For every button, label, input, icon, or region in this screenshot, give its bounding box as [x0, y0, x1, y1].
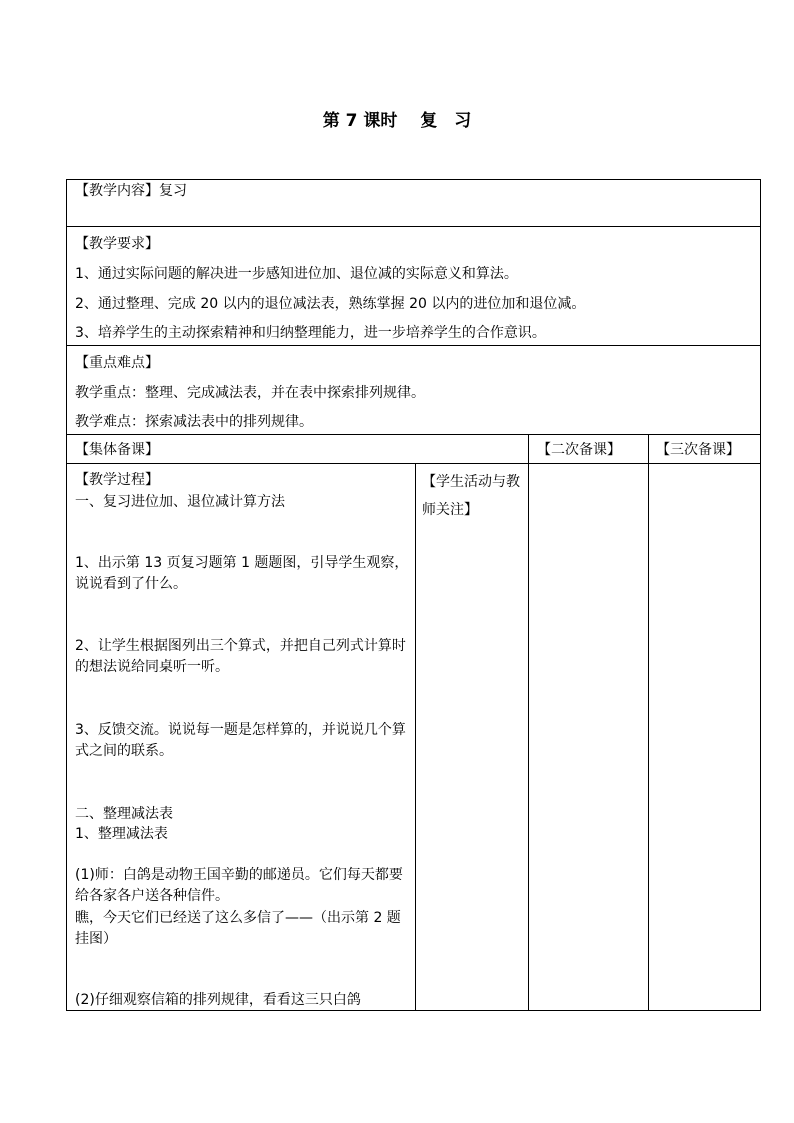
table-border-bottom [66, 1010, 761, 1011]
process-part1-title: 一、复习进位加、退位减计算方法 [75, 494, 285, 510]
requirements-heading: 【教学要求】 [75, 236, 159, 252]
table-divider [66, 226, 761, 227]
teaching-difficulty: 教学难点：探索减法表中的排列规律。 [75, 414, 313, 430]
process-step1: 1、出示第 13 页复习题第 1 题题图，引导学生观察，说说看到了什么。 [75, 555, 409, 592]
table-border-left [66, 179, 67, 1011]
content-label: 【教学内容】复习 [75, 183, 187, 199]
process-sub1-b: 瞧，今天它们已经送了这么多信了——（出示第 2 题挂图） [75, 910, 401, 947]
page-title: 第 7 课时 复 习 [322, 111, 472, 131]
table-column-divider [648, 434, 649, 1011]
teaching-focus: 教学重点：整理、完成减法表，并在表中探索排列规律。 [75, 385, 425, 401]
process-part2-title: 二、整理减法表 [75, 806, 173, 822]
third-prep-heading: 【三次备课】 [656, 442, 740, 458]
requirement-item: 2、通过整理、完成 20 以内的退位减法表，熟练掌握 20 以内的进位加和退位减。 [75, 296, 586, 312]
requirement-item: 3、培养学生的主动探索精神和归纳整理能力，进一步培养学生的合作意识。 [75, 325, 546, 341]
table-divider [66, 345, 761, 346]
process-sub1-a: (1)师：白鸽是动物王国辛勤的邮递员。它们每天都要给各家各户送各种信件。 [75, 867, 403, 904]
table-column-divider [528, 434, 529, 1011]
key-points-heading: 【重点难点】 [75, 355, 159, 371]
process-sub2: (2)仔细观察信箱的排列规律，看看这三只白鸽 [75, 992, 361, 1008]
process-part2-subtitle: 1、整理减法表 [75, 826, 168, 842]
student-activity-heading: 【学生活动与教师关注】 [422, 474, 520, 518]
table-border-top [66, 179, 761, 180]
table-divider [66, 463, 761, 464]
collective-prep-heading: 【集体备课】 [75, 442, 159, 458]
table-border-right [760, 179, 761, 1011]
process-step3: 3、反馈交流。说说每一题是怎样算的，并说说几个算式之间的联系。 [75, 722, 406, 759]
second-prep-heading: 【二次备课】 [537, 442, 621, 458]
requirement-item: 1、通过实际问题的解决进一步感知进位加、退位减的实际意义和算法。 [75, 266, 518, 282]
process-heading: 【教学过程】 [75, 472, 159, 488]
table-column-divider [415, 463, 416, 1011]
table-divider [66, 434, 761, 435]
process-step2: 2、让学生根据图列出三个算式，并把自己列式计算时的想法说给同桌听一听。 [75, 638, 406, 675]
